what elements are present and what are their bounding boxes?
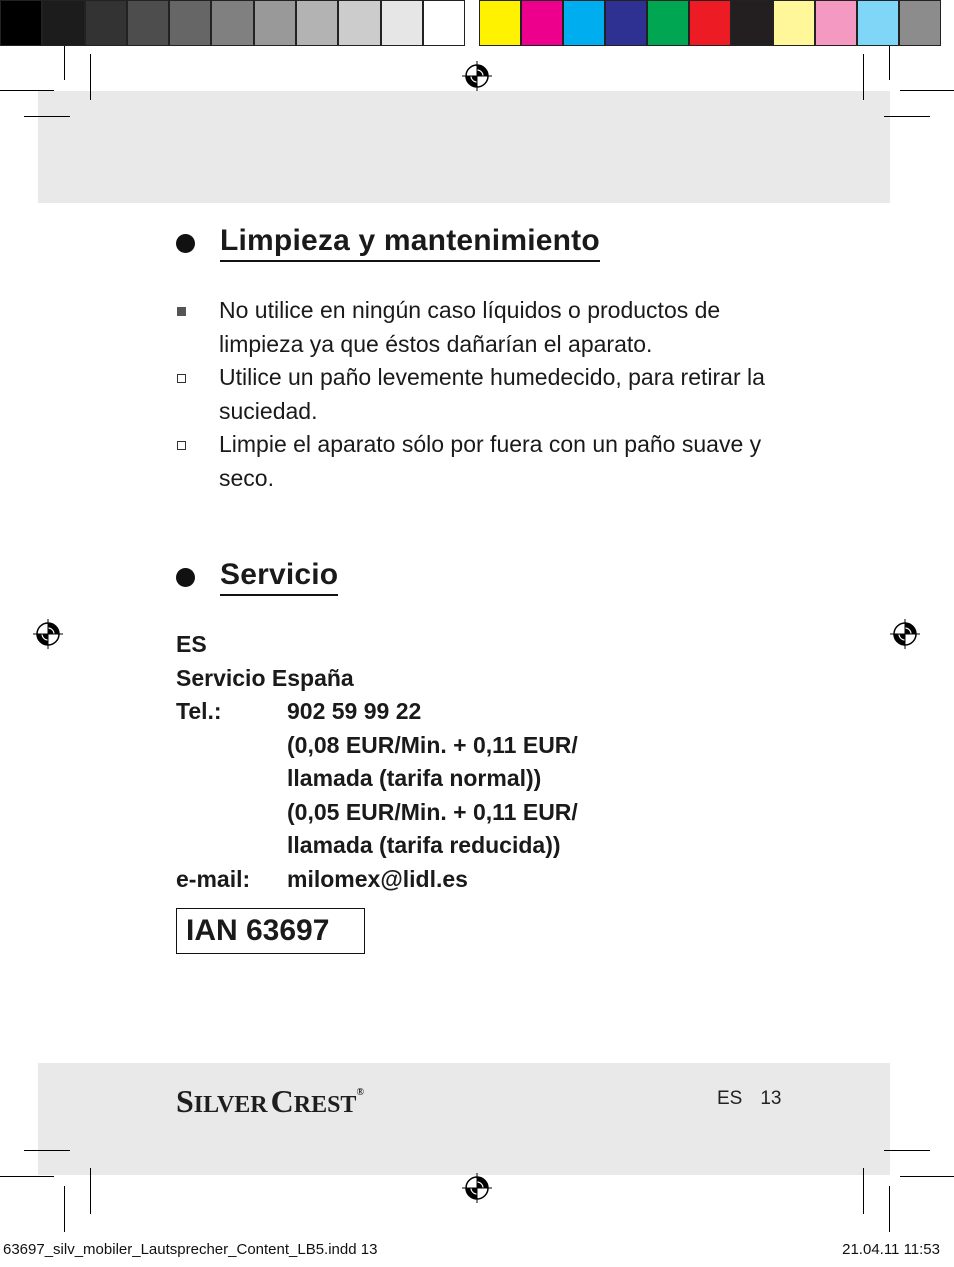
section-heading-cleaning [176, 224, 600, 262]
country-code: ES [176, 631, 207, 657]
ian-box: IAN 63697 [176, 908, 365, 954]
crop-mark [884, 116, 930, 117]
crop-mark [884, 1150, 930, 1151]
swatch-gap [465, 0, 479, 46]
crop-mark [863, 1168, 864, 1214]
crop-mark [889, 46, 890, 80]
gray-swatch [338, 0, 380, 46]
registration-mark-icon [33, 619, 63, 649]
gray-swatch [127, 0, 169, 46]
list-item-text: No utilice en ningún caso líquidos o productos de limpieza ya que éstos dañarían el aparato. [219, 297, 721, 357]
section-title: Limpieza y mantenimiento [220, 224, 600, 262]
crop-mark [900, 1176, 954, 1177]
crop-mark [889, 1186, 890, 1232]
slug-filename: 63697_silv_mobiler_Lautsprecher_Content_LB5.indd 13 [3, 1241, 378, 1258]
service-name: Servicio España [176, 664, 354, 691]
crop-mark [90, 54, 91, 100]
gray-swatch [381, 0, 423, 46]
crop-mark [0, 90, 54, 91]
email-link[interactable]: milomex@lidl.es [287, 865, 468, 892]
process-color-swatch [479, 0, 521, 46]
crop-mark [64, 46, 65, 80]
header-band [38, 91, 890, 203]
process-color-swatch [857, 0, 899, 46]
process-color-swatch [689, 0, 731, 46]
gray-swatch [0, 0, 42, 46]
section-heading-service [176, 558, 338, 596]
page-number [717, 1088, 782, 1110]
section-title: Servicio [220, 558, 338, 596]
process-color-swatch [647, 0, 689, 46]
process-color-swatch [731, 0, 773, 46]
silvercrest-logo: SILVERCREST® [176, 1083, 364, 1119]
process-color-swatch [899, 0, 941, 46]
registration-mark-icon [462, 1173, 492, 1203]
process-color-swatch [773, 0, 815, 46]
crop-mark [24, 1150, 70, 1151]
list-item [176, 428, 796, 495]
gray-swatch [42, 0, 84, 46]
crop-mark [90, 1168, 91, 1214]
tariff-line: (0,08 EUR/Min. + 0,11 EUR/ [287, 731, 578, 758]
filled-square-icon [177, 307, 186, 316]
service-contact-block [176, 628, 578, 896]
color-calibration-bar [0, 0, 941, 46]
process-color-swatch [605, 0, 647, 46]
email-label: e-mail: [176, 865, 251, 892]
tariff-line: llamada (tarifa normal)) [287, 765, 542, 791]
crop-mark [24, 116, 70, 117]
tariff-line: (0,05 EUR/Min. + 0,11 EUR/ [287, 798, 578, 825]
gray-swatch [296, 0, 338, 46]
registration-mark-icon [462, 61, 492, 91]
process-color-swatch [815, 0, 857, 46]
slug-timestamp: 21.04.11 11:53 [842, 1241, 940, 1258]
phone-number[interactable]: 902 59 99 22 [287, 698, 422, 724]
list-item [176, 361, 796, 428]
cleaning-list [176, 294, 796, 495]
gray-swatch [85, 0, 127, 46]
crop-mark [900, 90, 954, 91]
footer-language: ES [717, 1088, 743, 1109]
list-item-text: Utilice un paño levemente humedecido, para retirar la suciedad. [219, 364, 765, 424]
bullet-dot-icon [176, 568, 195, 587]
list-item [176, 294, 796, 361]
bullet-dot-icon [176, 234, 195, 253]
crop-mark [863, 54, 864, 100]
empty-square-icon [177, 374, 186, 383]
registration-mark-icon [890, 619, 920, 649]
footer-page: 13 [760, 1088, 782, 1109]
tariff-line: llamada (tarifa reducida)) [287, 832, 561, 858]
list-item-text: Limpie el aparato sólo por fuera con un paño suave y seco. [219, 431, 762, 491]
crop-mark [64, 1186, 65, 1232]
tel-label: Tel.: [176, 698, 222, 724]
gray-swatch [169, 0, 211, 46]
crop-mark [0, 1176, 54, 1177]
process-color-swatch [521, 0, 563, 46]
process-color-swatch [563, 0, 605, 46]
gray-swatch [211, 0, 253, 46]
gray-swatch [423, 0, 465, 46]
gray-swatch [254, 0, 296, 46]
footer-band [38, 1063, 890, 1175]
empty-square-icon [177, 441, 186, 450]
